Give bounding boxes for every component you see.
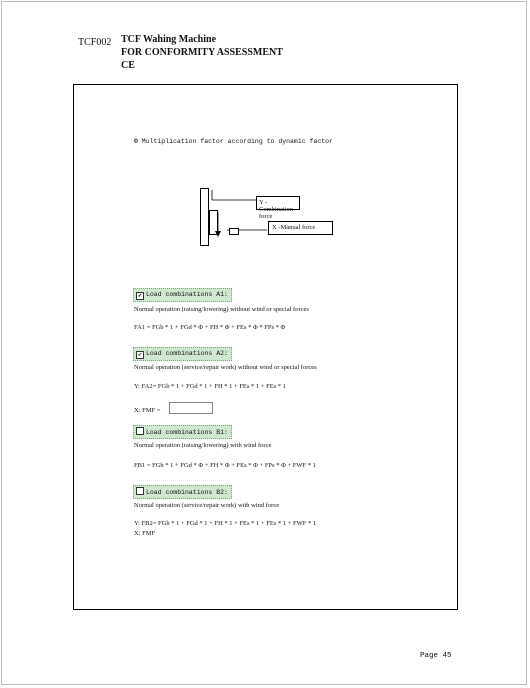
combination-b2-checkbox[interactable] <box>133 485 232 499</box>
combination-a1-formula: FA1 = FGb * 1 + FGd * Φ + FH * Φ + FEs * Φ * FPs * Φ <box>134 324 286 331</box>
title-line-2: FOR CONFORMITY ASSESSMENT <box>121 47 283 58</box>
title-line-1: TCF Wahing Machine <box>121 34 217 45</box>
x-force-box <box>268 221 333 235</box>
combination-a2-description: Normal operation (service/repair work) without wind or special forces <box>134 364 317 371</box>
document-title <box>121 33 283 72</box>
combination-b1-checkbox[interactable] <box>133 425 232 439</box>
combination-b1-label: Load combinations B1: <box>146 429 228 436</box>
check-icon: ✔ <box>136 351 144 359</box>
x-force-label: X -Manual force <box>272 224 316 231</box>
combination-b2-label: Load combinations B2: <box>146 489 228 496</box>
check-icon: ✔ <box>136 292 144 300</box>
combination-a1-description: Normal operation (raising/lowering) without wind or special forces <box>134 306 309 313</box>
y-force-box <box>256 196 300 220</box>
document-code: TCF002 <box>78 37 112 48</box>
combination-a2-checkbox[interactable] <box>133 347 232 361</box>
combination-a2-x-formula: X: FMF = <box>134 407 161 414</box>
content-frame <box>73 84 458 610</box>
page-number: Page 45 <box>420 652 452 660</box>
y-force-label: Y -Combination force <box>259 199 293 220</box>
combination-b2-description: Normal operation (service/repair work) with wind force <box>134 502 280 509</box>
combination-b2-x-formula: X: FMF <box>134 530 156 537</box>
fmf-input[interactable] <box>169 402 213 414</box>
checkbox-empty-icon <box>136 487 144 495</box>
title-line-3: CE <box>121 60 135 71</box>
combination-b1-description: Normal operation (raising/lowering) with wind force <box>134 442 272 449</box>
diagram-handle <box>229 228 239 235</box>
combination-a1-checkbox[interactable] <box>133 288 232 302</box>
phi-note: Φ Multiplication factor according to dynamic factor <box>134 138 333 145</box>
combination-a1-label: Load combinations A1: <box>146 291 228 298</box>
combination-b2-formula: Y: FB2= FGb * 1 + FGd * 1 + FH * 1 + FEs * 1 + FEs * 1 + FWF * 1 <box>134 520 317 527</box>
combination-b1-formula: FB1 = FGb * 1 + FGd * Φ + FH * Φ + FEs * Φ + FPs * Φ + FWF * 1 <box>134 462 316 469</box>
combination-a2-label: Load combinations A2: <box>146 350 228 357</box>
combination-a2-formula: Y: FA2= FGb * 1 + FGd * 1 + FH * 1 + FEs * 1 + FEs * 1 <box>134 383 286 390</box>
checkbox-empty-icon <box>136 427 144 435</box>
